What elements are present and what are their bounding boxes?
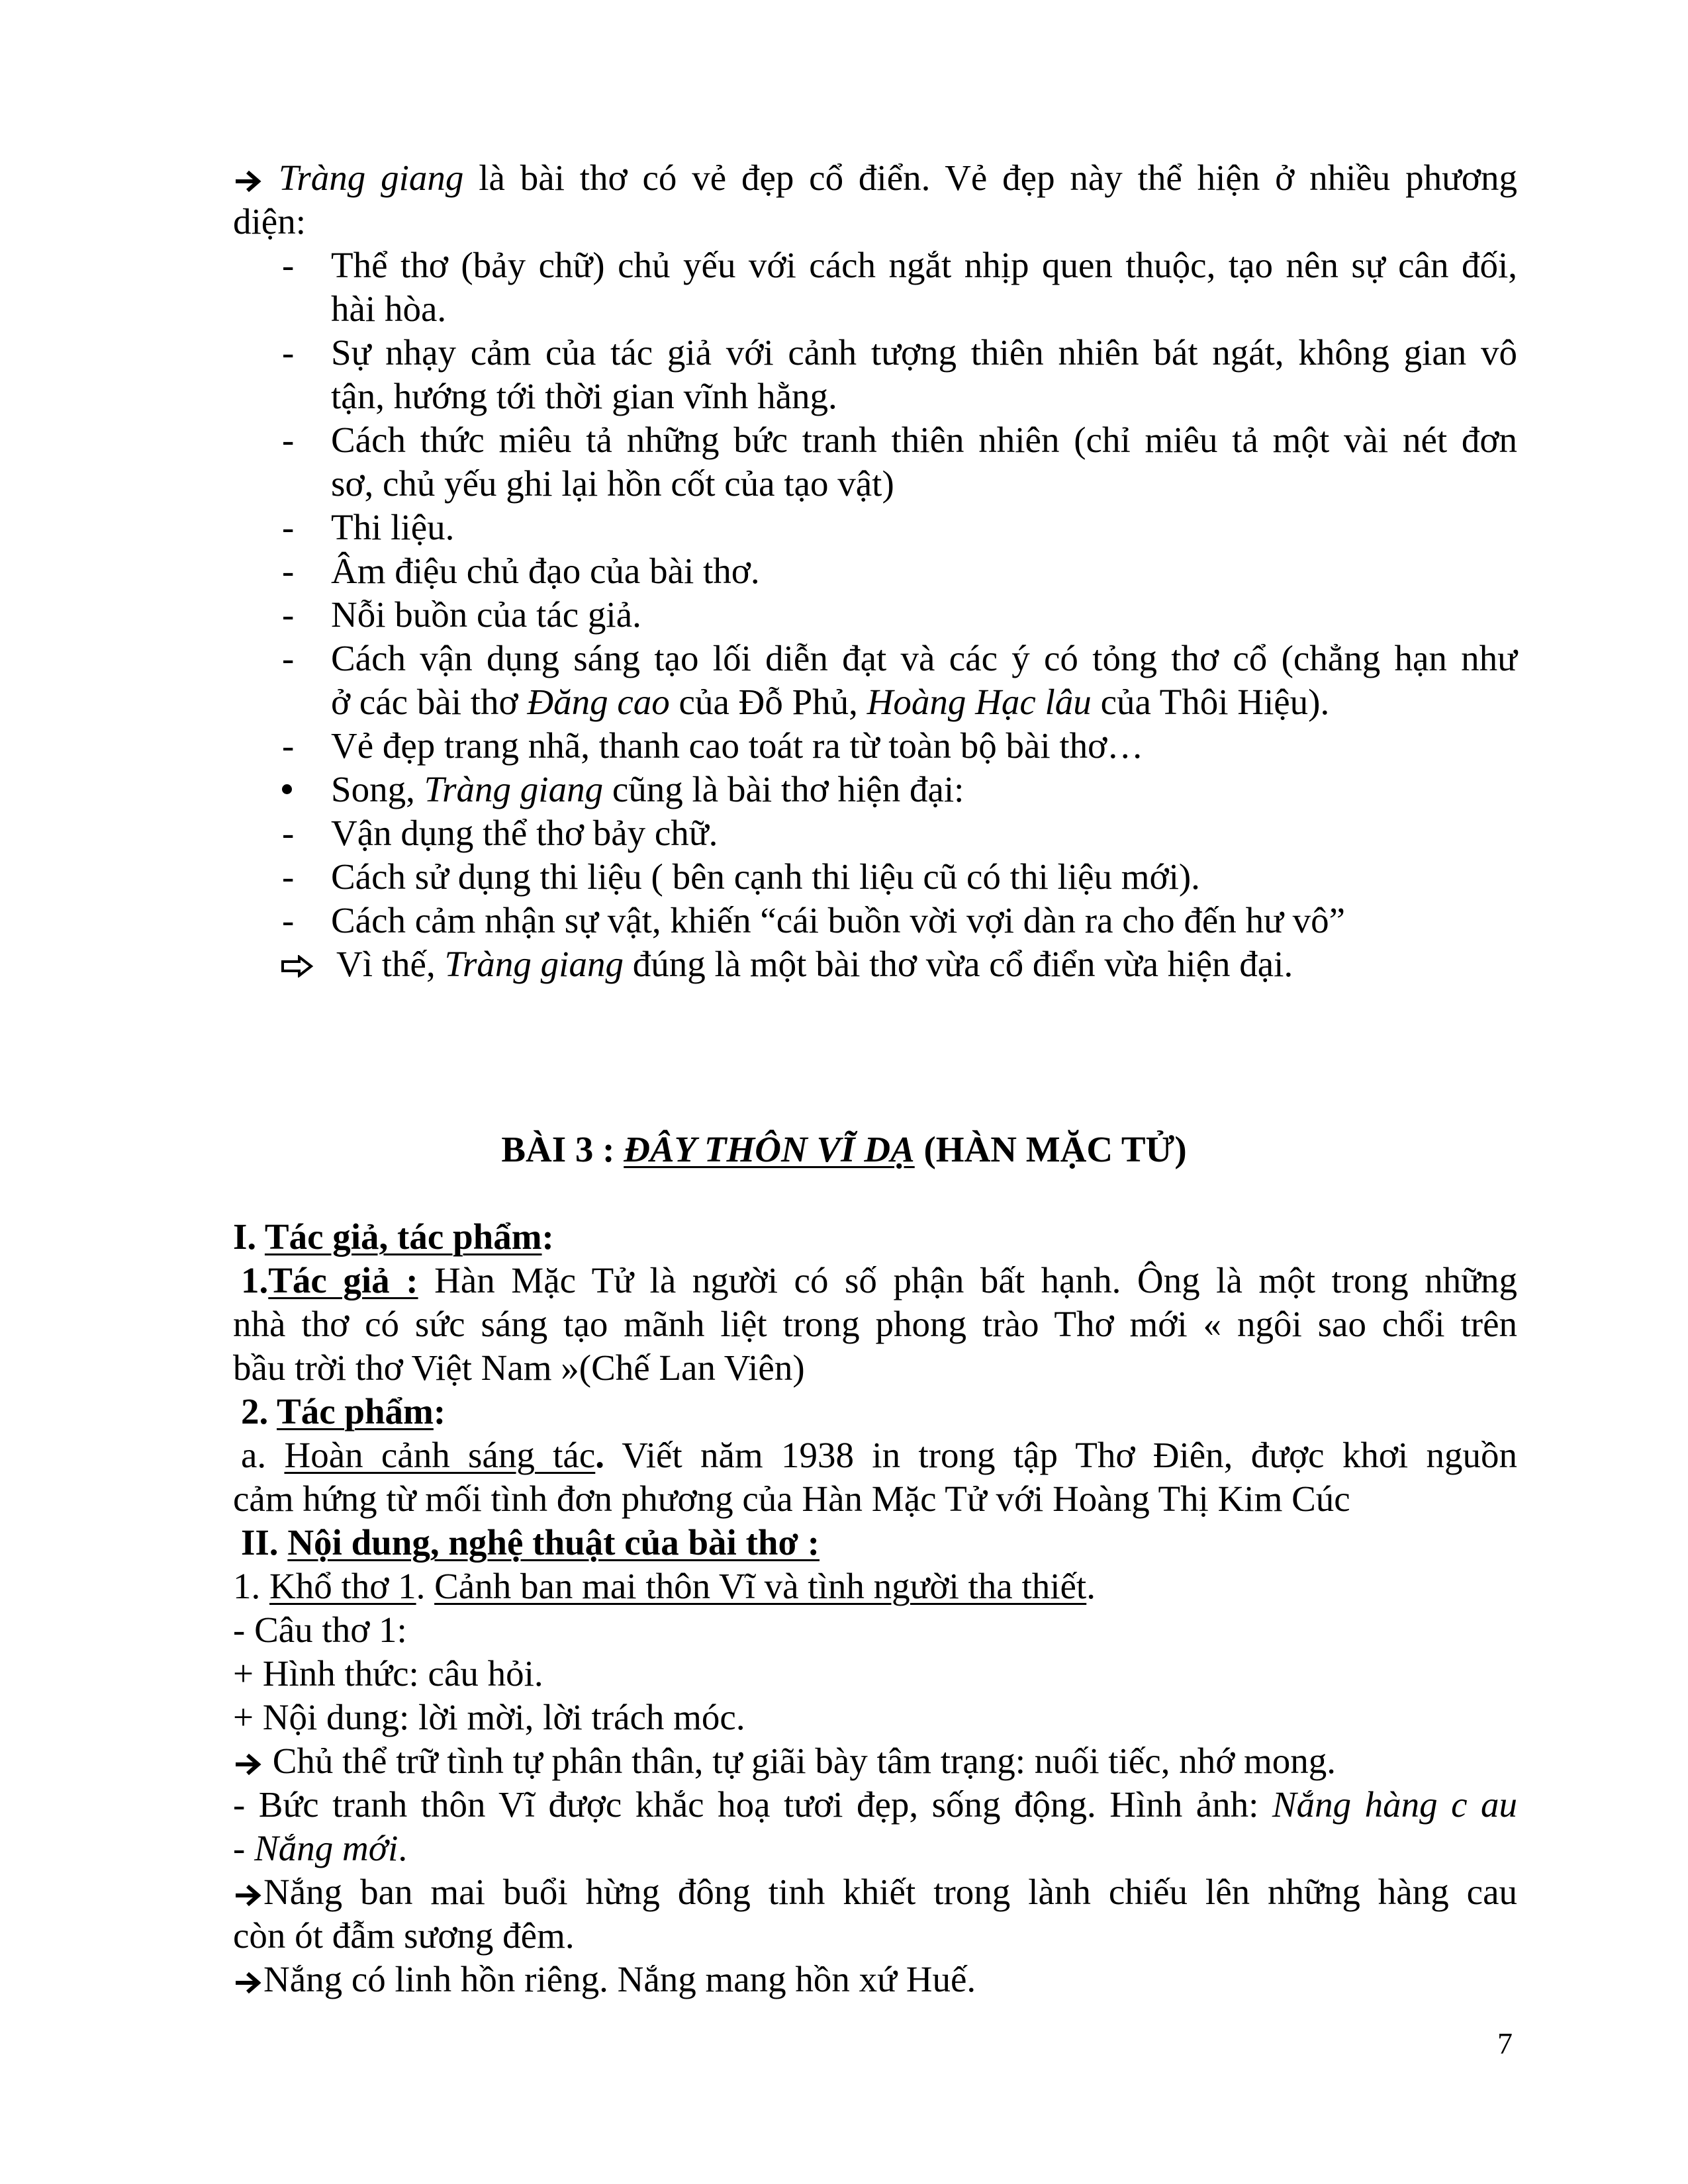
hinh-thuc: + Hình thức: câu hỏi. <box>233 1653 543 1694</box>
poem-hoang-hac-lau: Hoàng Hạc lâu <box>867 682 1092 722</box>
nang-moi-dot: . <box>398 1828 408 1868</box>
dash: - <box>282 856 295 897</box>
modern-item-3: Cách cảm nhận sự vật, khiến “cái buồn vời vợi dàn ra cho đến hư vô” <box>331 900 1346 940</box>
classic-item-4: Thi liệu. <box>331 507 455 547</box>
dash: - <box>282 420 295 460</box>
section-1-colon: : <box>541 1216 554 1257</box>
dash: - <box>282 900 295 940</box>
context-dot: . <box>595 1435 604 1475</box>
dash: - <box>282 813 295 853</box>
nang-ban-mai-line-1 <box>233 1870 1517 1914</box>
lesson-suffix: (HÀN MẶC TỬ) <box>914 1129 1187 1169</box>
context-line-1 <box>241 1433 1517 1477</box>
lesson-title <box>0 1128 1688 1171</box>
classic-item-2-line-2: tận, hướng tới thời gian vĩnh hằng. <box>331 376 837 416</box>
modern-intro-a: Song, <box>331 769 424 809</box>
work-heading <box>241 1390 445 1433</box>
stanza-1-title: Cảnh ban mai thôn Vĩ và tình người tha thiết <box>434 1566 1087 1606</box>
author-line-2: nhà thơ có sức sáng tạo mãnh liệt trong phong trào Thơ mới « ngôi sao chổi trên <box>233 1304 1517 1344</box>
conclusion-c: đúng là một bài thơ vừa cổ điển vừa hiện đại. <box>623 944 1293 984</box>
hollow-arrow-icon <box>281 955 314 978</box>
section-1-heading <box>233 1215 554 1259</box>
nang-ban-mai-line-2: còn ót đẫm sương đêm. <box>233 1915 575 1956</box>
section-2-num: II. <box>241 1522 288 1563</box>
stanza-1-prefix: 1. <box>233 1566 269 1606</box>
dash: - <box>282 594 295 635</box>
poem-dang-cao: Đăng cao <box>527 682 670 722</box>
creative-text-c: của Đỗ Phủ, <box>669 682 867 722</box>
nang-ban-mai-text: Nắng ban mai buổi hừng đông tinh khiết trong lành chiếu lên những hàng cau <box>263 1872 1517 1912</box>
author-text-1: Hàn Mặc Tử là người có số phận bất hạnh. Ông là một trong những <box>418 1260 1517 1300</box>
section-2-title: Nội dung, nghệ thuật của bài thơ : <box>287 1522 820 1563</box>
work-num: 2. <box>241 1391 277 1432</box>
author-line-1 <box>241 1259 1517 1302</box>
dash: - <box>282 725 295 766</box>
buc-tranh-line <box>233 1783 1517 1827</box>
stanza-1-dot: . <box>416 1566 435 1606</box>
intro-title: Tràng giang <box>278 158 464 198</box>
cau-tho-1: - Câu thơ 1: <box>233 1610 407 1650</box>
stanza-1-end: . <box>1086 1566 1096 1606</box>
stanza-1-heading <box>233 1565 1096 1608</box>
context-label: Hoàn cảnh sáng tác <box>284 1435 596 1475</box>
author-label: Tác giả : <box>268 1260 418 1300</box>
page-number: 7 <box>1497 2026 1513 2060</box>
arrow-right-icon <box>233 1882 263 1909</box>
intro-text: là bài thơ có vẻ đẹp cổ điển. Vẻ đẹp này thể hiện ở nhiều phương <box>463 158 1517 198</box>
classic-item-3-line-2: sơ, chủ yếu ghi lại hồn cốt của tạo vật) <box>331 463 894 504</box>
lesson-poem-title: ĐÂY THÔN VĨ DẠ <box>624 1129 915 1169</box>
author-line-3: bầu trời thơ Việt Nam »(Chế Lan Viên) <box>233 1347 805 1388</box>
classic-item-5: Âm điệu chủ đạo của bài thơ. <box>331 551 760 591</box>
creative-item-line-1: Cách vận dụng sáng tạo lối diễn đạt và các ý có tỏng thơ cổ (chẳng hạn như <box>331 638 1517 678</box>
work-colon: : <box>433 1391 446 1432</box>
creative-text-a: ở các bài thơ <box>331 682 528 722</box>
conclusion <box>336 942 1293 986</box>
section-1-title: Tác giả, tác phẩm <box>264 1216 542 1257</box>
arrow-right-icon <box>233 1751 263 1778</box>
classic-item-1-line-1: Thể thơ (bảy chữ) chủ yếu với cách ngắt nhịp quen thuộc, tạo nên sự cân đối, <box>331 245 1517 285</box>
lesson-prefix: BÀI 3 : <box>501 1129 624 1169</box>
work-label: Tác phẩm <box>277 1391 434 1432</box>
noi-dung: + Nội dung: lời mời, lời trách móc. <box>233 1697 745 1737</box>
classic-item-6: Nỗi buồn của tác giả. <box>331 594 641 635</box>
classic-item-2-line-1: Sự nhạy cảm của tác giả với cảnh tượng thiên nhiên bát ngát, không gian vô <box>331 332 1517 373</box>
nang-moi-dash: - <box>233 1828 255 1868</box>
section-1-num: I. <box>233 1216 265 1257</box>
buc-tranh-image: Nắng hàng c au <box>1272 1784 1517 1825</box>
arrow-right-icon <box>233 168 263 195</box>
arrow-right-icon <box>233 1970 263 1996</box>
context-text-1: Viết năm 1938 in trong tập Thơ Điên, được khơi nguồn <box>604 1435 1517 1475</box>
dash: - <box>282 245 295 285</box>
classic-item-1-line-2: hài hòa. <box>331 289 447 329</box>
classic-item-3-line-1: Cách thức miêu tả những bức tranh thiên nhiên (chỉ miêu tả một vài nét đơn <box>331 420 1517 460</box>
chu-the-text: Chủ thể trữ tình tự phân thân, tự giãi bày tâm trạng: nuối tiếc, nhớ mong. <box>263 1741 1336 1781</box>
nang-moi-line <box>233 1827 407 1870</box>
dash: - <box>282 507 295 547</box>
author-num: 1. <box>241 1260 269 1300</box>
conclusion-title: Tràng giang <box>444 944 624 984</box>
dash: - <box>282 332 295 373</box>
elegant-item: Vẻ đẹp trang nhã, thanh cao toát ra từ toàn bộ bài thơ… <box>331 725 1144 766</box>
buc-tranh-text: - Bức tranh thôn Vĩ được khắc hoạ tươi đẹp, sống động. Hình ảnh: <box>233 1784 1272 1825</box>
nang-moi-text: Nắng mới <box>254 1828 399 1868</box>
dash: - <box>282 551 295 591</box>
modern-intro-title: Tràng giang <box>424 769 604 809</box>
conclusion-a: Vì thế, <box>336 944 445 984</box>
modern-item-1: Vận dụng thể thơ bảy chữ. <box>331 813 718 853</box>
modern-item-2: Cách sử dụng thi liệu ( bên cạnh thi liệu cũ có thi liệu mới). <box>331 856 1200 897</box>
chu-the-line <box>233 1739 1336 1783</box>
context-line-2: cảm hứng từ mối tình đơn phương của Hàn Mặc Tử với Hoàng Thị Kim Cúc <box>233 1479 1350 1519</box>
modern-intro <box>331 768 964 811</box>
creative-item-line-2 <box>331 680 1329 724</box>
context-prefix: a. <box>241 1435 285 1475</box>
dash: - <box>282 638 295 678</box>
linh-hon-text: Nắng có linh hồn riêng. Nắng mang hồn xứ Huế. <box>263 1959 976 1999</box>
stanza-1-label: Khổ thơ 1 <box>269 1566 416 1606</box>
intro-line-1 <box>233 156 1517 200</box>
modern-intro-c: cũng là bài thơ hiện đại: <box>603 769 964 809</box>
bullet-dot-icon <box>282 784 292 794</box>
creative-text-e: của Thôi Hiệu). <box>1091 682 1330 722</box>
linh-hon-line <box>233 1958 976 2001</box>
section-2-heading <box>241 1521 820 1565</box>
intro-line-2: diện: <box>233 201 306 242</box>
